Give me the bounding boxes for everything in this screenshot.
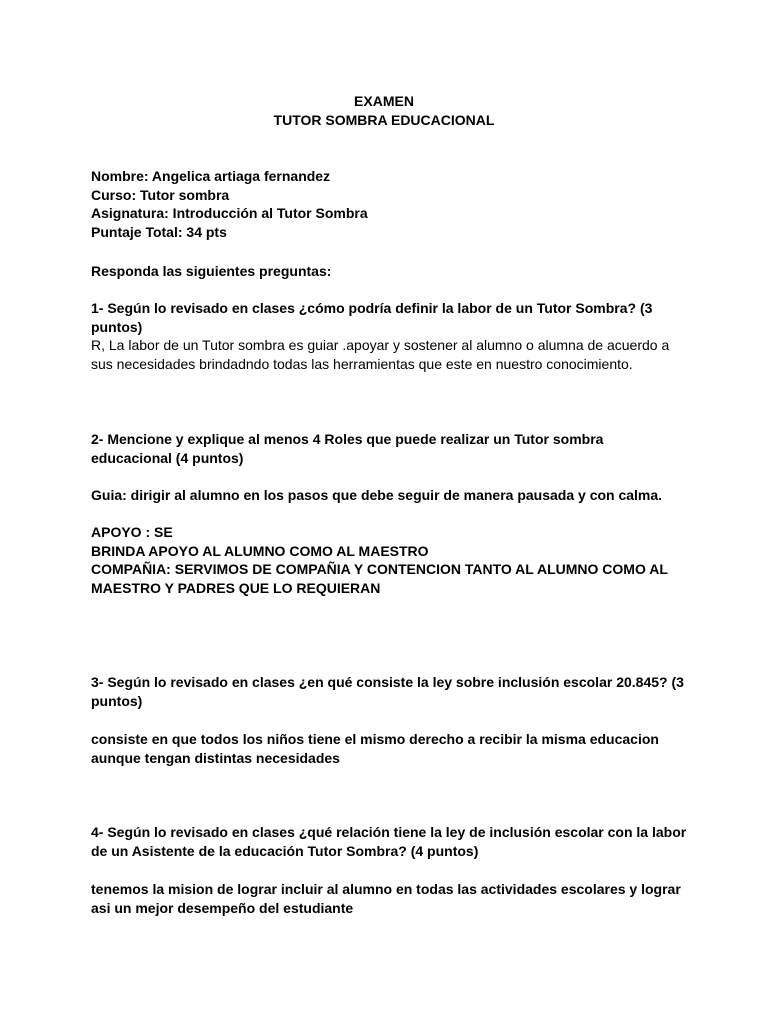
question-2-block: [91, 430, 691, 467]
course: Curso: Tutor sombra: [91, 186, 230, 203]
answer-4-block: [91, 880, 691, 917]
question-1-line-1: 1- Según lo revisado en clases ¿cómo podría definir la labor de un Tutor Sombra? (3: [91, 300, 653, 316]
exam-subtitle: TUTOR SOMBRA EDUCACIONAL: [273, 112, 495, 128]
question-1-block: [91, 299, 691, 373]
answer-3-block: [91, 730, 691, 767]
question-2-line-1: 2- Mencione y explique al menos 4 Roles que puede realizar un Tutor sombra: [91, 431, 604, 447]
question-4-line-1: 4- Según lo revisado en clases ¿qué relación tiene la ley de inclusión escolar con la labor: [91, 824, 687, 840]
answer-1-line-2: sus necesidades brindadndo todas las herramientas que este en nuestro conocimiento.: [91, 355, 633, 372]
answer-4-line-1: tenemos la mision de lograr incluir al alumno en todas las actividades escolares y lograr: [91, 881, 681, 897]
answer-4-line-2: asi un mejor desempeño del estudiante: [91, 899, 354, 916]
exam-title: EXAMEN: [354, 93, 414, 109]
question-4-line-2: de un Asistente de la educación Tutor Sombra? (4 puntos): [91, 842, 479, 859]
question-3-block: [91, 673, 691, 710]
answer-2-compania-line-1: COMPAÑIA: SERVIMOS DE COMPAÑIA Y CONTENCION TANTO AL ALUMNO COMO AL: [91, 561, 668, 578]
answer-2-apoyo-line-2: BRINDA APOYO AL ALUMNO COMO AL MAESTRO: [91, 542, 429, 559]
question-4-block: [91, 823, 691, 860]
answer-1-line-1: R, La labor de un Tutor sombra es guiar .apoyar y sostener al alumno o alumna de acuerdo a: [91, 337, 670, 354]
answer-3-line-1: consiste en que todos los niños tiene el mismo derecho a recibir la misma educacion: [91, 731, 659, 747]
question-3-line-1: 3- Según lo revisado en clases ¿en qué consiste la ley sobre inclusión escolar 20.845? (3: [91, 674, 684, 690]
question-1-line-2: puntos): [91, 318, 143, 335]
question-2-line-2: educacional (4 puntos): [91, 449, 244, 466]
instructions: Responda las siguientes preguntas:: [91, 263, 332, 279]
total-score: Puntaje Total: 34 pts: [91, 223, 227, 240]
answer-2-compania-line-2: MAESTRO Y PADRES QUE LO REQUIERAN: [91, 579, 381, 596]
student-name: Nombre: Angelica artiaga fernandez: [91, 168, 331, 184]
question-3-line-2: puntos): [91, 692, 143, 709]
answer-2-apoyo-line-1: APOYO : SE: [91, 524, 173, 540]
answer-3-line-2: aunque tengan distintas necesidades: [91, 749, 340, 766]
answer-2-guia: Guia: dirigir al alumno en los pasos que debe seguir de manera pausada y con calma.: [91, 487, 663, 503]
student-info: [91, 167, 691, 241]
answer-2-roles: [91, 523, 691, 597]
subject: Asignatura: Introducción al Tutor Sombra: [91, 205, 368, 222]
